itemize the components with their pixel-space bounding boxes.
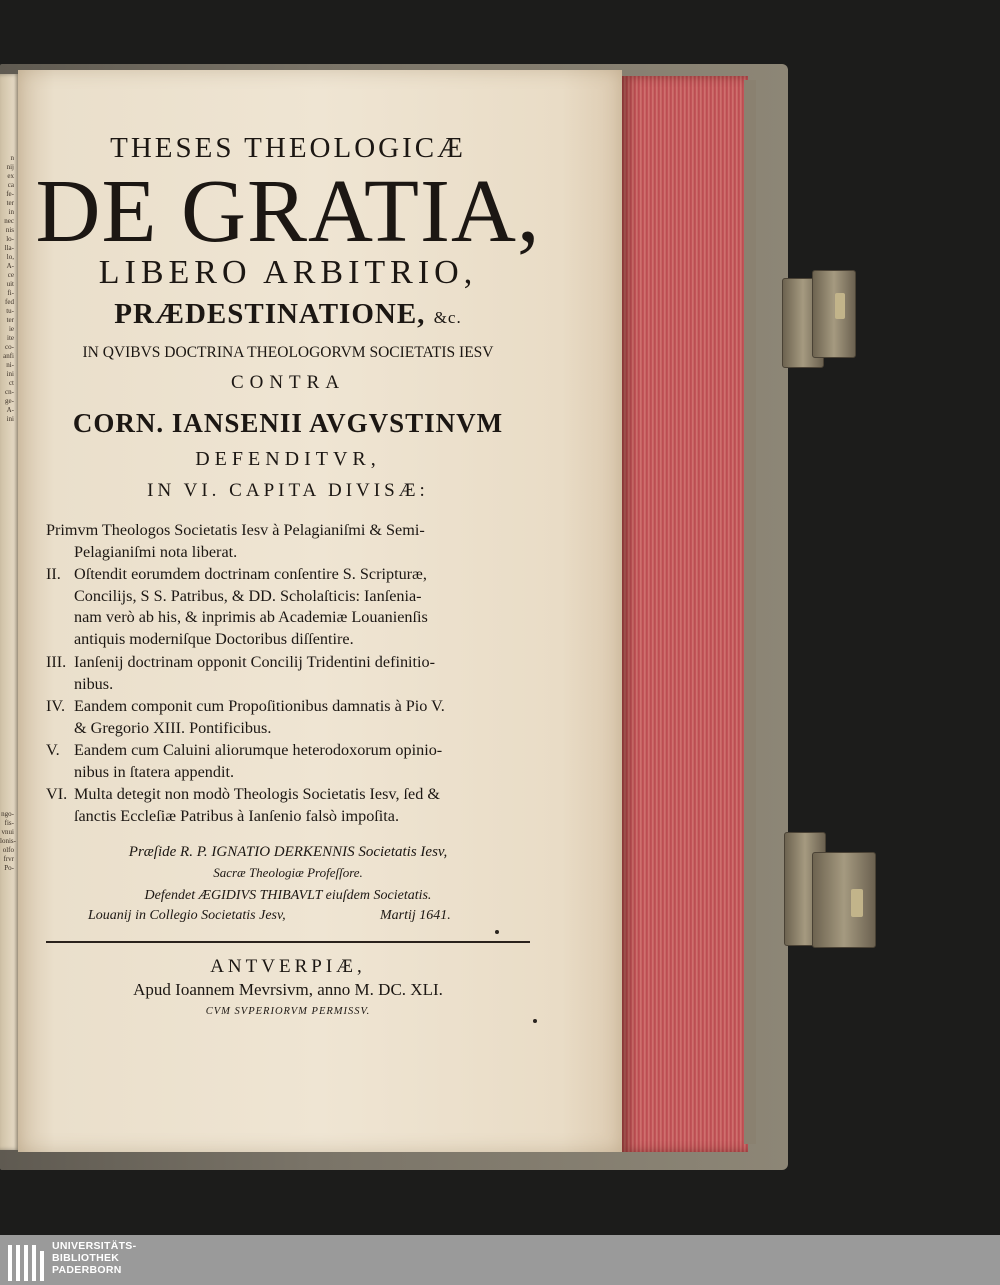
chapter-1 [46, 520, 552, 563]
etc-text: &c. [433, 308, 462, 327]
chapter-line: Eandem componit cum Propoſitionibus damnatis à Pio V. [74, 697, 445, 715]
title-line-iansenii: CORN. IANSENII AVGVSTINVM [72, 408, 504, 438]
chapter-4 [46, 696, 552, 739]
praeside-line: Præſide R. P. IGNATIO DERKENNIS Societatis Iesv, [128, 844, 448, 860]
chapter-number: IV. [46, 697, 66, 715]
upper-clasp-hook [812, 270, 856, 358]
chapter-line: Oſtendit eorumdem doctrinam conſentire S. Scripturæ, [74, 565, 427, 583]
professor-line: Sacræ Theologiæ Profeſſore. [213, 865, 363, 880]
chapter-line: Concilijs, S S. Patribus, & DD. Scholaſticis: Ianſenia- [74, 586, 422, 605]
chapter-line: Ianſenij doctrinam opponit Concilij Tridentini definitio- [74, 653, 436, 671]
chapter-number: V. [46, 741, 60, 759]
chapter-line: nibus. [74, 674, 114, 693]
title-line-in-quibus: IN QVIBVS DOCTRINA THEOLOGORVM SOCIETATIS IESV [82, 344, 494, 361]
praedestinatione-text: PRÆDESTINATIONE, [114, 298, 426, 330]
title-line-contra: CONTRA [230, 372, 346, 393]
title-line-theses: THESES THEOLOGICÆ [110, 132, 466, 164]
chapter-line: antiquis moderniſque Doctoribus diſſentire. [74, 629, 354, 648]
library-logo-icon [8, 1241, 48, 1281]
chapter-3 [46, 652, 552, 695]
title-line-defenditur: DEFENDITVR, [195, 448, 381, 470]
title-line-de-gratia: DE GRATIA, [35, 162, 541, 261]
chapter-number: III. [46, 653, 67, 671]
title-line-capita: IN VI. CAPITA DIVISÆ: [147, 480, 429, 501]
imprint-permission: CVM SVPERIORVM PERMISSV. [205, 1006, 371, 1017]
lower-clasp-hook [812, 852, 876, 948]
date-line: Martij 1641. [380, 908, 451, 923]
imprint-printer: Apud Ioannem Mevrsivm, anno M. DC. XLI. [133, 980, 443, 999]
imprint-city: ANTVERPIÆ, [210, 956, 366, 977]
left-page-text-fragments: n nij ex ca fe- ter in nec nis lo- lla- lo, A- ce uit fi- fed tu- ter ie ite co- anfi ni- ini ct cn- ge- A- ini [3, 154, 14, 423]
logo-line-2: BIBLIOTHEK [52, 1252, 120, 1264]
chapter-line: Eandem cum Caluini aliorumque heterodoxorum opinio- [74, 741, 443, 759]
chapter-line: nibus in ſtatera appendit. [74, 762, 235, 781]
title-line-praedestinatione [18, 298, 558, 331]
library-footer [0, 1235, 1000, 1285]
red-page-edges [622, 76, 748, 1152]
chapter-2 [46, 564, 552, 650]
chapter-line: ſanctis Eccleſiæ Patribus à Ianſenio falsò impoſita. [74, 806, 400, 825]
left-page-edge [0, 74, 20, 1150]
upper-clasp-pin [835, 293, 845, 319]
chapter-6 [46, 784, 552, 827]
chapter-5 [46, 740, 552, 783]
cover-edge [744, 80, 756, 1144]
title-page-text [18, 70, 622, 1152]
chapter-line: Multa detegit non modò Theologis Societatis Iesv, ſed & [74, 785, 440, 803]
defendet-line: Defendet ÆGIDIVS THIBAVLT eiuſdem Societatis. [144, 888, 432, 903]
horizontal-rule [46, 941, 530, 943]
lower-clasp-pin [851, 889, 863, 917]
chapter-line: nam verò ab his, & inprimis ab Academiæ Louanienſis [74, 608, 428, 626]
chapter-number: VI. [46, 785, 68, 803]
chapter-line: Primvm Theologos Societatis Iesv à Pelagianiſmi & Semi- [46, 521, 425, 539]
library-logo-text [52, 1240, 136, 1276]
chapter-line: Pelagianiſmi nota liberat. [74, 542, 238, 561]
logo-line-3: PADERBORN [52, 1264, 122, 1276]
logo-line-1: UNIVERSITÄTS- [52, 1240, 137, 1252]
left-page-text-fragments-lower: ngo- fis- vnui lonis- olfo frvr Po- [0, 810, 16, 872]
title-line-libero-arbitrio: LIBERO ARBITRIO, [98, 254, 478, 291]
chapter-number: II. [46, 565, 61, 583]
place-line: Louanij in Collegio Societatis Jesv, [88, 908, 286, 923]
chapter-line: & Gregorio XIII. Pontificibus. [74, 718, 272, 737]
